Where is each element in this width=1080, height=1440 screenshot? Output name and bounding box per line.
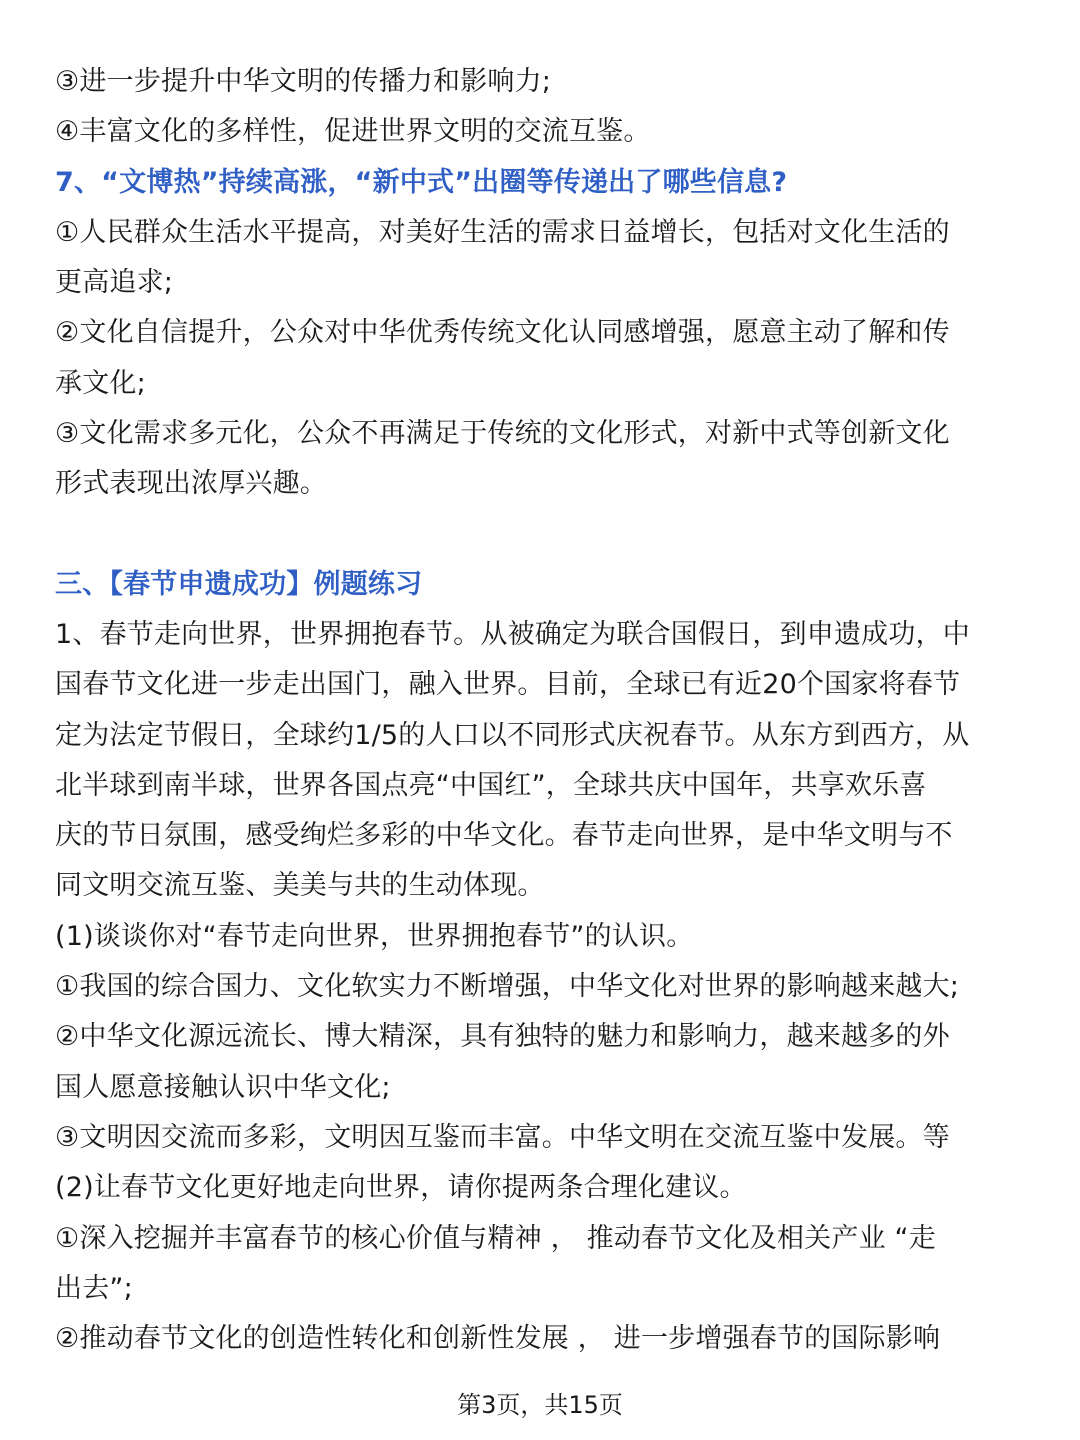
answer-line: ①人民群众生活水平提高，对美好生活的需求日益增长，包括对文化生活的 xyxy=(55,216,950,248)
text-line: ②推动春节文化的创造性转化和创新性发展 ， 进一步增强春节的国际影响 xyxy=(55,1323,941,1355)
text-line: ③进一步提升中华文明的传播力和影响力; xyxy=(55,66,552,97)
text-line: ④丰富文化的多样性，促进世界文明的交流互鉴。 xyxy=(55,116,651,148)
answer-line: 形式表现出浓厚兴趣。 xyxy=(55,468,327,500)
question-7-heading: 7、“文博热”持续高涨，“新中式”出圈等传递出了哪些信息? xyxy=(55,166,788,198)
answer-line: ③文化需求多元化，公众不再满足于传统的文化形式，对新中式等创新文化 xyxy=(55,418,950,450)
text-line: 庆的节日氛围，感受绚烂多彩的中华文化。春节走向世界，是中华文明与不 xyxy=(55,820,953,852)
text-line: 国人愿意接触认识中华文化; xyxy=(55,1071,391,1103)
text-line: 1、春节走向世界，世界拥抱春节。从被确定为联合国假日，到申遗成功，中 xyxy=(55,618,970,650)
text-line: (2)让春节文化更好地走向世界，请你提两条合理化建议。 xyxy=(55,1172,747,1204)
answer-line: 更高追求; xyxy=(55,267,174,299)
answer-line: 承文化; xyxy=(55,367,146,399)
section-spacer xyxy=(55,510,1028,560)
text-line: 出去”; xyxy=(55,1272,133,1304)
text-line: ③文明因交流而多彩，文明因互鉴而丰富。中华文明在交流互鉴中发展。等 xyxy=(55,1121,950,1153)
text-line: 国春节文化进一步走出国门，融入世界。目前，全球已有近20个国家将春节 xyxy=(55,669,961,701)
answer-line: ②文化自信提升，公众对中华优秀传统文化认同感增强，愿意主动了解和传 xyxy=(55,317,950,349)
text-line: 定为法定节假日，全球约1/5的人口以不同形式庆祝春节。从东方到西方，从 xyxy=(55,719,970,751)
section-3-heading: 三、【春节申遗成功】例题练习 xyxy=(55,568,423,600)
text-line: (1)谈谈你对“春节走向世界，世界拥抱春节”的认识。 xyxy=(55,920,694,952)
text-line: ①我国的综合国力、文化软实力不断增强，中华文化对世界的影响越来越大; xyxy=(55,971,960,1003)
text-line: ②中华文化源远流长、博大精深，具有独特的魅力和影响力，越来越多的外 xyxy=(55,1021,950,1053)
text-line: ①深入挖掘并丰富春节的核心价值与精神 ， 推动春节文化及相关产业 “走 xyxy=(55,1222,936,1254)
text-line: 北半球到南半球，世界各国点亮“中国红”，全球共庆中国年，共享欢乐喜 xyxy=(55,769,927,801)
text-line: 同文明交流互鉴、美美与共的生动体现。 xyxy=(55,870,545,902)
page-number: 第3页，共15页 xyxy=(457,1391,623,1419)
